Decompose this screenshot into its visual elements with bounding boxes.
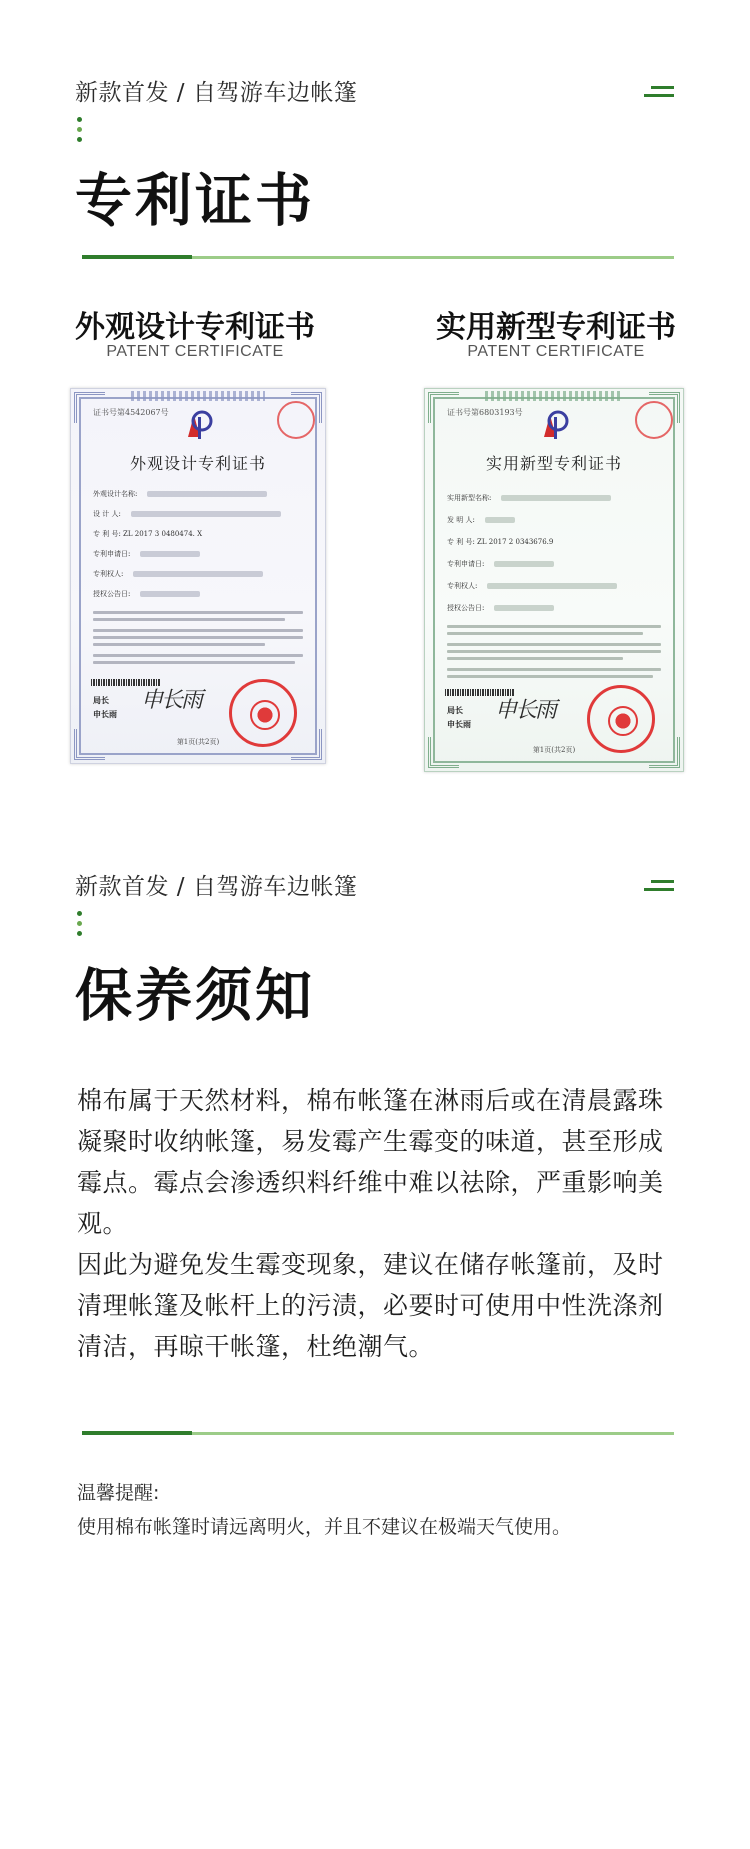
signer-title: 局长 (93, 695, 109, 705)
certificate-serial: 证书号第6803193号 (447, 408, 523, 417)
certificate-field: 设 计 人: (93, 509, 281, 519)
certificate-field: 授权公告日: (93, 589, 200, 599)
signature: 申长雨 (141, 688, 202, 713)
dots-icon (77, 911, 82, 941)
emblem-icon (536, 409, 572, 441)
certificate-field: 授权公告日: (447, 603, 554, 613)
certificate-field: 专利申请日: (93, 549, 200, 559)
page-title: 专利证书 (75, 168, 315, 234)
signature: 申长雨 (495, 698, 556, 723)
certificate-image-design (70, 388, 326, 764)
care-paragraph: 棉布属于天然材料，棉布帐篷在淋雨后或在清晨露珠凝聚时收纳帐篷，易发霉产生霉变的味道，甚至形成霉点。霉点会渗透织料纤维中难以祛除，严重影响美观。 (77, 1086, 664, 1238)
menu-icon[interactable] (644, 86, 674, 98)
certificate-field: 专 利 号: ZL 2017 2 0343676.9 (447, 538, 554, 546)
signer-name: 申长雨 (447, 719, 471, 729)
certificate-field: 专利权人: (447, 581, 617, 591)
breadcrumb: 新款首发 / 自驾游车边帐篷 (75, 80, 358, 106)
breadcrumb: 新款首发 / 自驾游车边帐篷 (75, 874, 358, 900)
certificate-subtitle-utility: PATENT CERTIFICATE (467, 343, 645, 360)
certificate-title-design: 外观设计专利证书 (75, 310, 315, 345)
certificate-field: 专利权人: (93, 569, 263, 579)
certificate-field: 专利申请日: (447, 559, 554, 569)
certificate-page-number: 第1页(共2页) (532, 746, 576, 754)
certificate-title-utility: 实用新型专利证书 (436, 310, 676, 345)
certificate-field: 专 利 号: ZL 2017 3 0480474. X (93, 530, 203, 538)
care-paragraph: 因此为避免发生霉变现象，建议在储存帐篷前，及时清理帐篷及帐杆上的污渍，必要时可使用中性洗涤剂清洁，再晾干帐篷，杜绝潮气。 (77, 1250, 664, 1361)
certificate-field: 实用新型名称: (447, 493, 611, 503)
signer-name: 申长雨 (93, 709, 117, 719)
seal-icon (635, 401, 673, 439)
certificate-doc-title: 实用新型专利证书 (485, 454, 622, 473)
certificate-doc-title: 外观设计专利证书 (129, 454, 266, 473)
seal-icon (277, 401, 315, 439)
certificate-image-utility (424, 388, 684, 772)
tip-title: 温馨提醒: (77, 1482, 160, 1504)
certificate-page-number: 第1页(共2页) (176, 738, 220, 746)
dots-icon (77, 117, 82, 147)
care-instructions (77, 1080, 677, 1367)
seal-icon (587, 685, 655, 753)
signer-title: 局长 (447, 705, 463, 715)
section-divider (82, 256, 674, 259)
certificate-field: 发 明 人: (447, 515, 515, 525)
certificate-serial: 证书号第4542067号 (93, 408, 169, 417)
certificate-field: 外观设计名称: (93, 489, 267, 499)
tip-body: 使用棉布帐篷时请远离明火，并且不建议在极端天气使用。 (77, 1516, 572, 1538)
certificate-subtitle-design: PATENT CERTIFICATE (106, 343, 284, 360)
menu-icon[interactable] (644, 880, 674, 892)
section-title: 保养须知 (75, 963, 315, 1029)
emblem-icon (180, 409, 216, 441)
section-divider (82, 1432, 674, 1435)
